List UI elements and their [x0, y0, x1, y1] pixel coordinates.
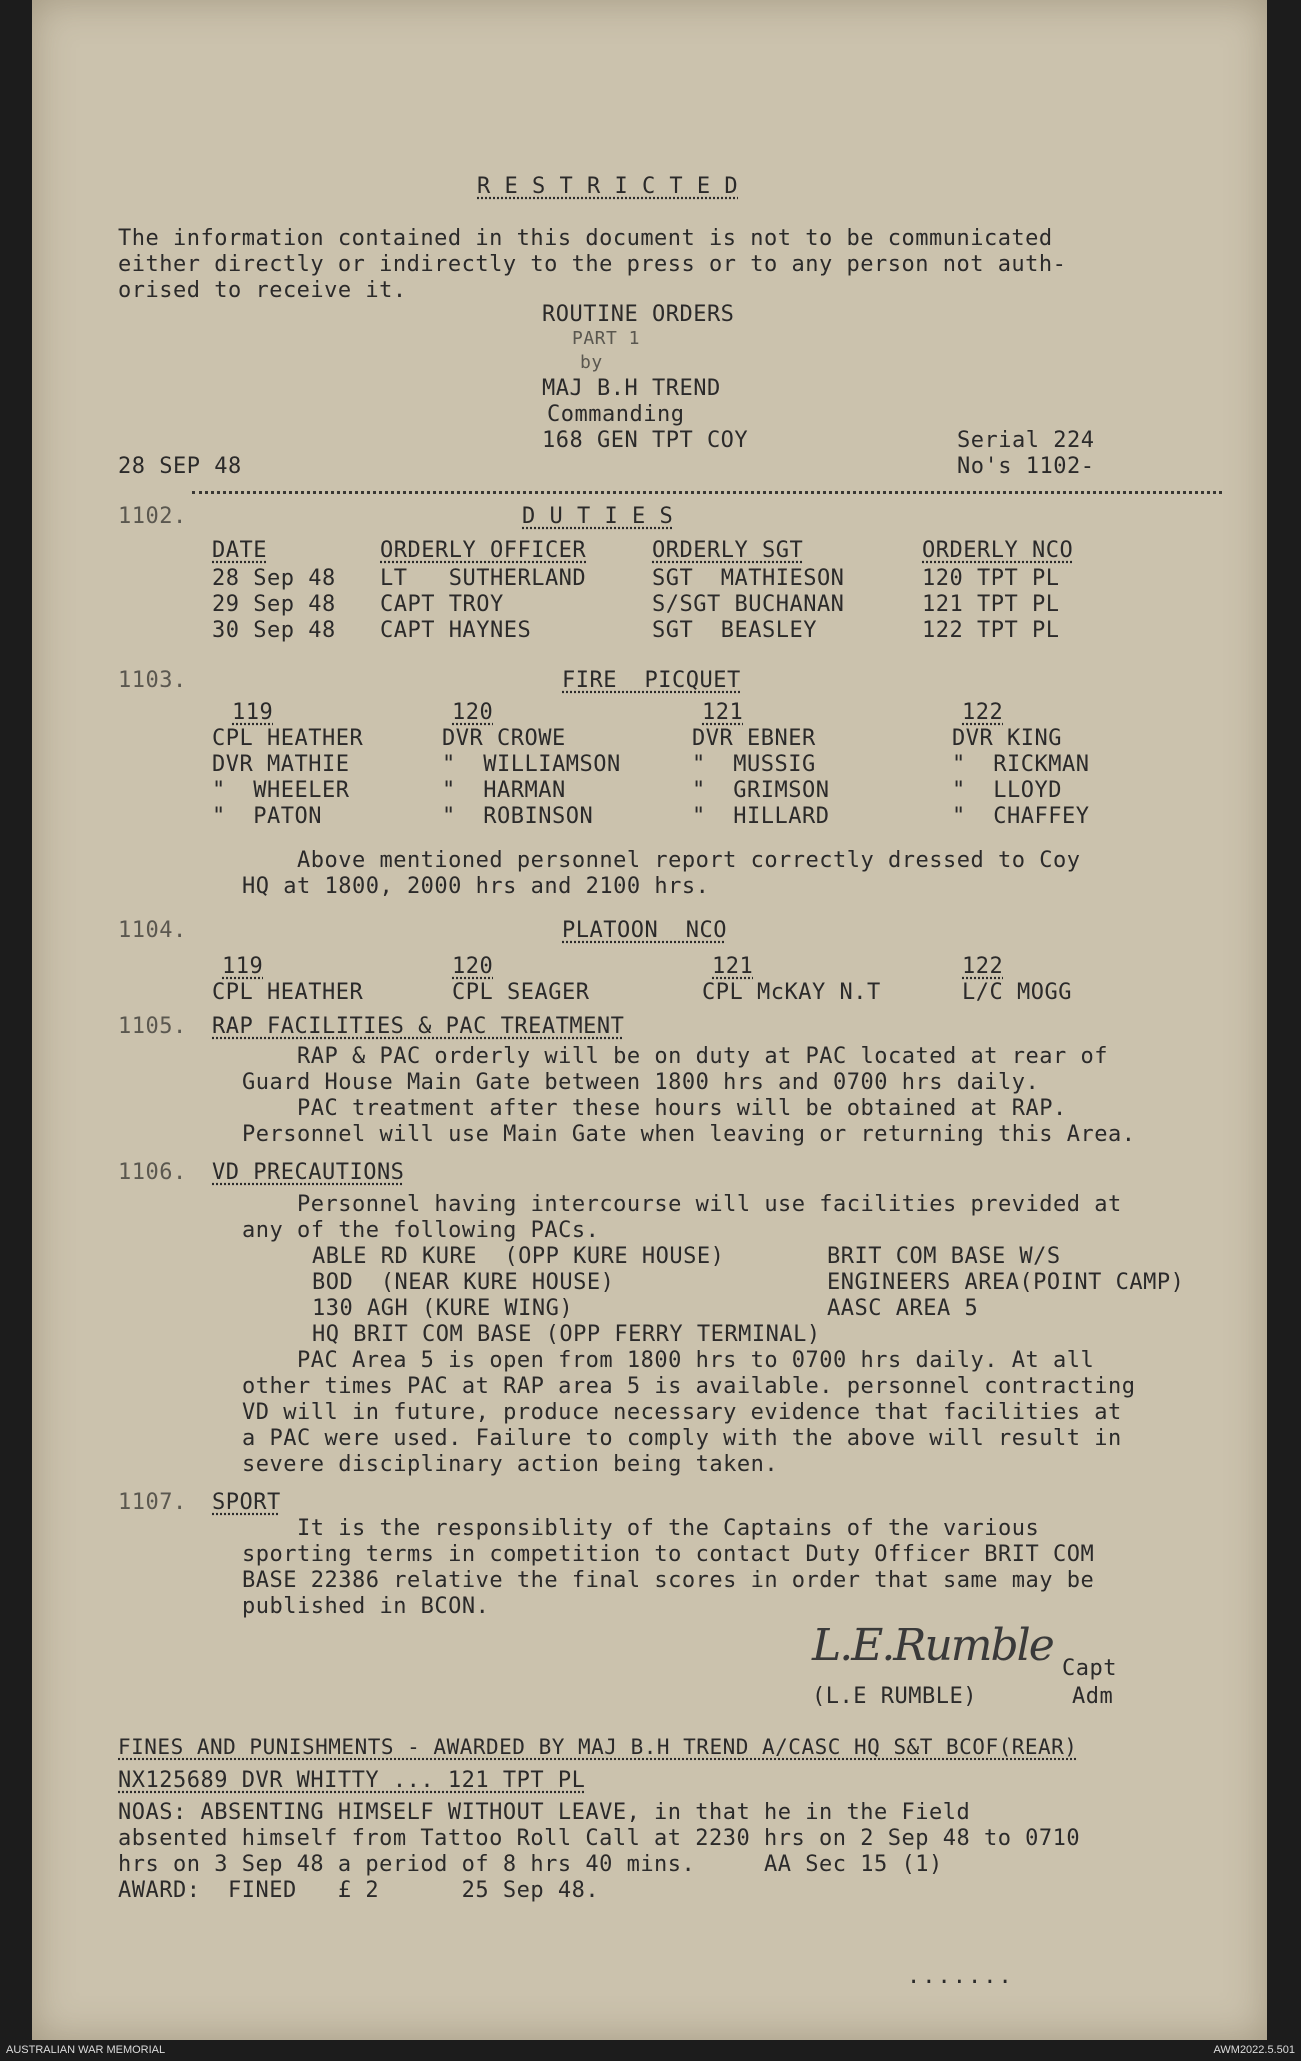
vd-number: 1106.: [118, 1160, 187, 1185]
order-numbers: No's 1102-: [957, 454, 1095, 479]
fire-name: DVR KING: [952, 726, 1062, 751]
fire-name: CPL HEATHER: [212, 726, 364, 751]
platoon-nco-platoon: 120: [452, 954, 494, 979]
fire-name: " WILLIAMSON: [442, 752, 621, 777]
fire-name: " GRIMSON: [692, 778, 830, 803]
punishments-heading: FINES AND PUNISHMENTS - AWARDED BY MAJ B.H TREND A/CASC HQ S&T BCOF(REAR): [118, 1735, 1078, 1759]
vd-pac-left: 130 AGH (KURE WING): [312, 1296, 574, 1321]
duties-col-sgt: ORDERLY SGT: [652, 538, 804, 563]
orders-date: 28 SEP 48: [118, 454, 242, 479]
duties-row-officer: CAPT TROY: [380, 592, 504, 617]
vd-tail-line: a PAC were used. Failure to comply with the above will result in: [242, 1426, 1122, 1451]
fire-text-line: Above mentioned personnel report correctly dressed to Coy: [242, 848, 1081, 873]
duties-number: 1102.: [118, 504, 187, 529]
orders-title: ROUTINE ORDERS: [542, 302, 735, 327]
vd-tail-line: PAC Area 5 is open from 1800 hrs to 0700 hrs daily. At all: [242, 1348, 1095, 1373]
platoon-nco-name: CPL HEATHER: [212, 980, 364, 1005]
vd-tail-line: severe disciplinary action being taken.: [242, 1452, 779, 1477]
rap-line: RAP & PAC orderly will be on duty at PAC located at rear of: [242, 1044, 1108, 1069]
rap-heading: RAP FACILITIES & PAC TREATMENT: [212, 1014, 625, 1039]
header-separator: [192, 491, 1222, 494]
platoon-nco-platoon: 122: [962, 954, 1004, 979]
duties-row-sgt: SGT BEASLEY: [652, 618, 817, 643]
duties-row-date: 30 Sep 48: [212, 618, 336, 643]
fire-name: " HILLARD: [692, 804, 830, 829]
duties-col-nco: ORDERLY NCO: [922, 538, 1074, 563]
fire-name: DVR CROWE: [442, 726, 566, 751]
punishments-award: AWARD: FINED £ 2 25 Sep 48.: [118, 1878, 600, 1903]
signature-capt: Capt: [1062, 1656, 1117, 1681]
sport-heading: SPORT: [212, 1490, 281, 1515]
end-dots: .......: [907, 1964, 1014, 1989]
fire-platoon: 121: [702, 700, 744, 725]
duties-row-nco: 120 TPT PL: [922, 566, 1060, 591]
punishments-offence-line: NOAS: ABSENTING HIMSELF WITHOUT LEAVE, in that he in the Field: [118, 1800, 971, 1825]
fire-name: DVR EBNER: [692, 726, 816, 751]
notice-line-2: either directly or indirectly to the press or to any person not auth-: [118, 252, 1067, 277]
duties-col-officer: ORDERLY OFFICER: [380, 538, 587, 563]
fire-name: " CHAFFEY: [952, 804, 1090, 829]
notice-line-1: The information contained in this document is not to be communicated: [118, 226, 1053, 251]
orders-by: by: [580, 352, 603, 373]
rap-line: Guard House Main Gate between 1800 hrs and 0700 hrs daily.: [242, 1070, 1040, 1095]
fire-name: " RICKMAN: [952, 752, 1090, 777]
document-page: [32, 0, 1267, 2040]
duties-row-sgt: S/SGT BUCHANAN: [652, 592, 845, 617]
vd-tail-line: other times PAC at RAP area 5 is available. personnel contracting: [242, 1374, 1136, 1399]
fire-platoon: 120: [452, 700, 494, 725]
duties-row-officer: LT SUTHERLAND: [380, 566, 587, 591]
fire-text-line: HQ at 1800, 2000 hrs and 2100 hrs.: [242, 874, 710, 899]
commanding-officer-name: MAJ B.H TREND: [542, 376, 721, 401]
fire-name: " PATON: [212, 804, 322, 829]
fire-name: " MUSSIG: [692, 752, 816, 777]
vd-pac-left: ABLE RD KURE (OPP KURE HOUSE): [312, 1244, 725, 1269]
duties-col-date: DATE: [212, 538, 267, 563]
duties-row-date: 29 Sep 48: [212, 592, 336, 617]
rap-line: PAC treatment after these hours will be obtained at RAP.: [242, 1096, 1067, 1121]
archive-footer: [0, 2040, 1301, 2061]
footer-institution: AUSTRALIAN WAR MEMORIAL: [6, 2044, 166, 2056]
punishments-offence-line: absented himself from Tattoo Roll Call at 2230 hrs on 2 Sep 48 to 0710: [118, 1826, 1081, 1851]
duties-heading: D U T I E S: [522, 504, 674, 529]
vd-pac-right: AASC AREA 5: [827, 1296, 979, 1321]
platoon-nco-name: L/C MOGG: [962, 980, 1072, 1005]
rap-number: 1105.: [118, 1014, 187, 1039]
vd-pac-right: BRIT COM BASE W/S: [827, 1244, 1061, 1269]
sport-line: It is the responsiblity of the Captains of the various: [242, 1516, 1040, 1541]
platoon-nco-number: 1104.: [118, 918, 187, 943]
punishments-offence-line: hrs on 3 Sep 48 a period of 8 hrs 40 mins. AA Sec 15 (1): [118, 1852, 943, 1877]
vd-pac-left: HQ BRIT COM BASE (OPP FERRY TERMINAL): [312, 1322, 821, 1347]
fire-name: DVR MATHIE: [212, 752, 350, 777]
fire-number: 1103.: [118, 668, 187, 693]
vd-tail-line: VD will in future, produce necessary evidence that facilities at: [242, 1400, 1122, 1425]
classification-heading: R E S T R I C T E D: [477, 174, 739, 199]
punishments-soldier: NX125689 DVR WHITTY ... 121 TPT PL: [118, 1768, 586, 1793]
duties-row-nco: 121 TPT PL: [922, 592, 1060, 617]
vd-pac-left: BOD (NEAR KURE HOUSE): [312, 1270, 615, 1295]
duties-row-date: 28 Sep 48: [212, 566, 336, 591]
vd-pac-right: ENGINEERS AREA(POINT CAMP): [827, 1270, 1185, 1295]
footer-reference: AWM2022.5.501: [1213, 2044, 1295, 2056]
fire-name: " LLOYD: [952, 778, 1062, 803]
fire-platoon: 122: [962, 700, 1004, 725]
commanding-role: Commanding: [547, 402, 685, 427]
sport-line: sporting terms in competition to contact Duty Officer BRIT COM: [242, 1542, 1095, 1567]
fire-name: " ROBINSON: [442, 804, 594, 829]
rap-line: Personnel will use Main Gate when leaving or returning this Area.: [242, 1122, 1136, 1147]
platoon-nco-platoon: 119: [222, 954, 264, 979]
signature-name: (L.E RUMBLE): [812, 1684, 977, 1709]
signature-adm: Adm: [1072, 1684, 1114, 1709]
platoon-nco-heading: PLATOON NCO: [562, 918, 727, 943]
platoon-nco-name: CPL SEAGER: [452, 980, 590, 1005]
vd-line: any of the following PACs.: [242, 1218, 600, 1243]
orders-part: PART 1: [572, 328, 641, 349]
fire-heading: FIRE PICQUET: [562, 668, 741, 693]
duties-row-sgt: SGT MATHIESON: [652, 566, 845, 591]
platoon-nco-platoon: 121: [712, 954, 754, 979]
duties-row-officer: CAPT HAYNES: [380, 618, 532, 643]
vd-line: Personnel having intercourse will use facilities previded at: [242, 1192, 1122, 1217]
notice-line-3: orised to receive it.: [118, 278, 407, 303]
sport-line: BASE 22386 relative the final scores in order that same may be: [242, 1568, 1095, 1593]
duties-row-nco: 122 TPT PL: [922, 618, 1060, 643]
sport-line: published in BCON.: [242, 1594, 490, 1619]
fire-name: " HARMAN: [442, 778, 566, 803]
fire-name: " WHEELER: [212, 778, 350, 803]
vd-heading: VD PRECAUTIONS: [212, 1160, 405, 1185]
fire-platoon: 119: [232, 700, 274, 725]
platoon-nco-name: CPL McKAY N.T: [702, 980, 881, 1005]
sport-number: 1107.: [118, 1490, 187, 1515]
unit-name: 168 GEN TPT COY: [542, 428, 749, 453]
handwritten-signature: L.E.Rumble: [812, 1620, 1053, 1671]
serial-number: Serial 224: [957, 428, 1095, 453]
